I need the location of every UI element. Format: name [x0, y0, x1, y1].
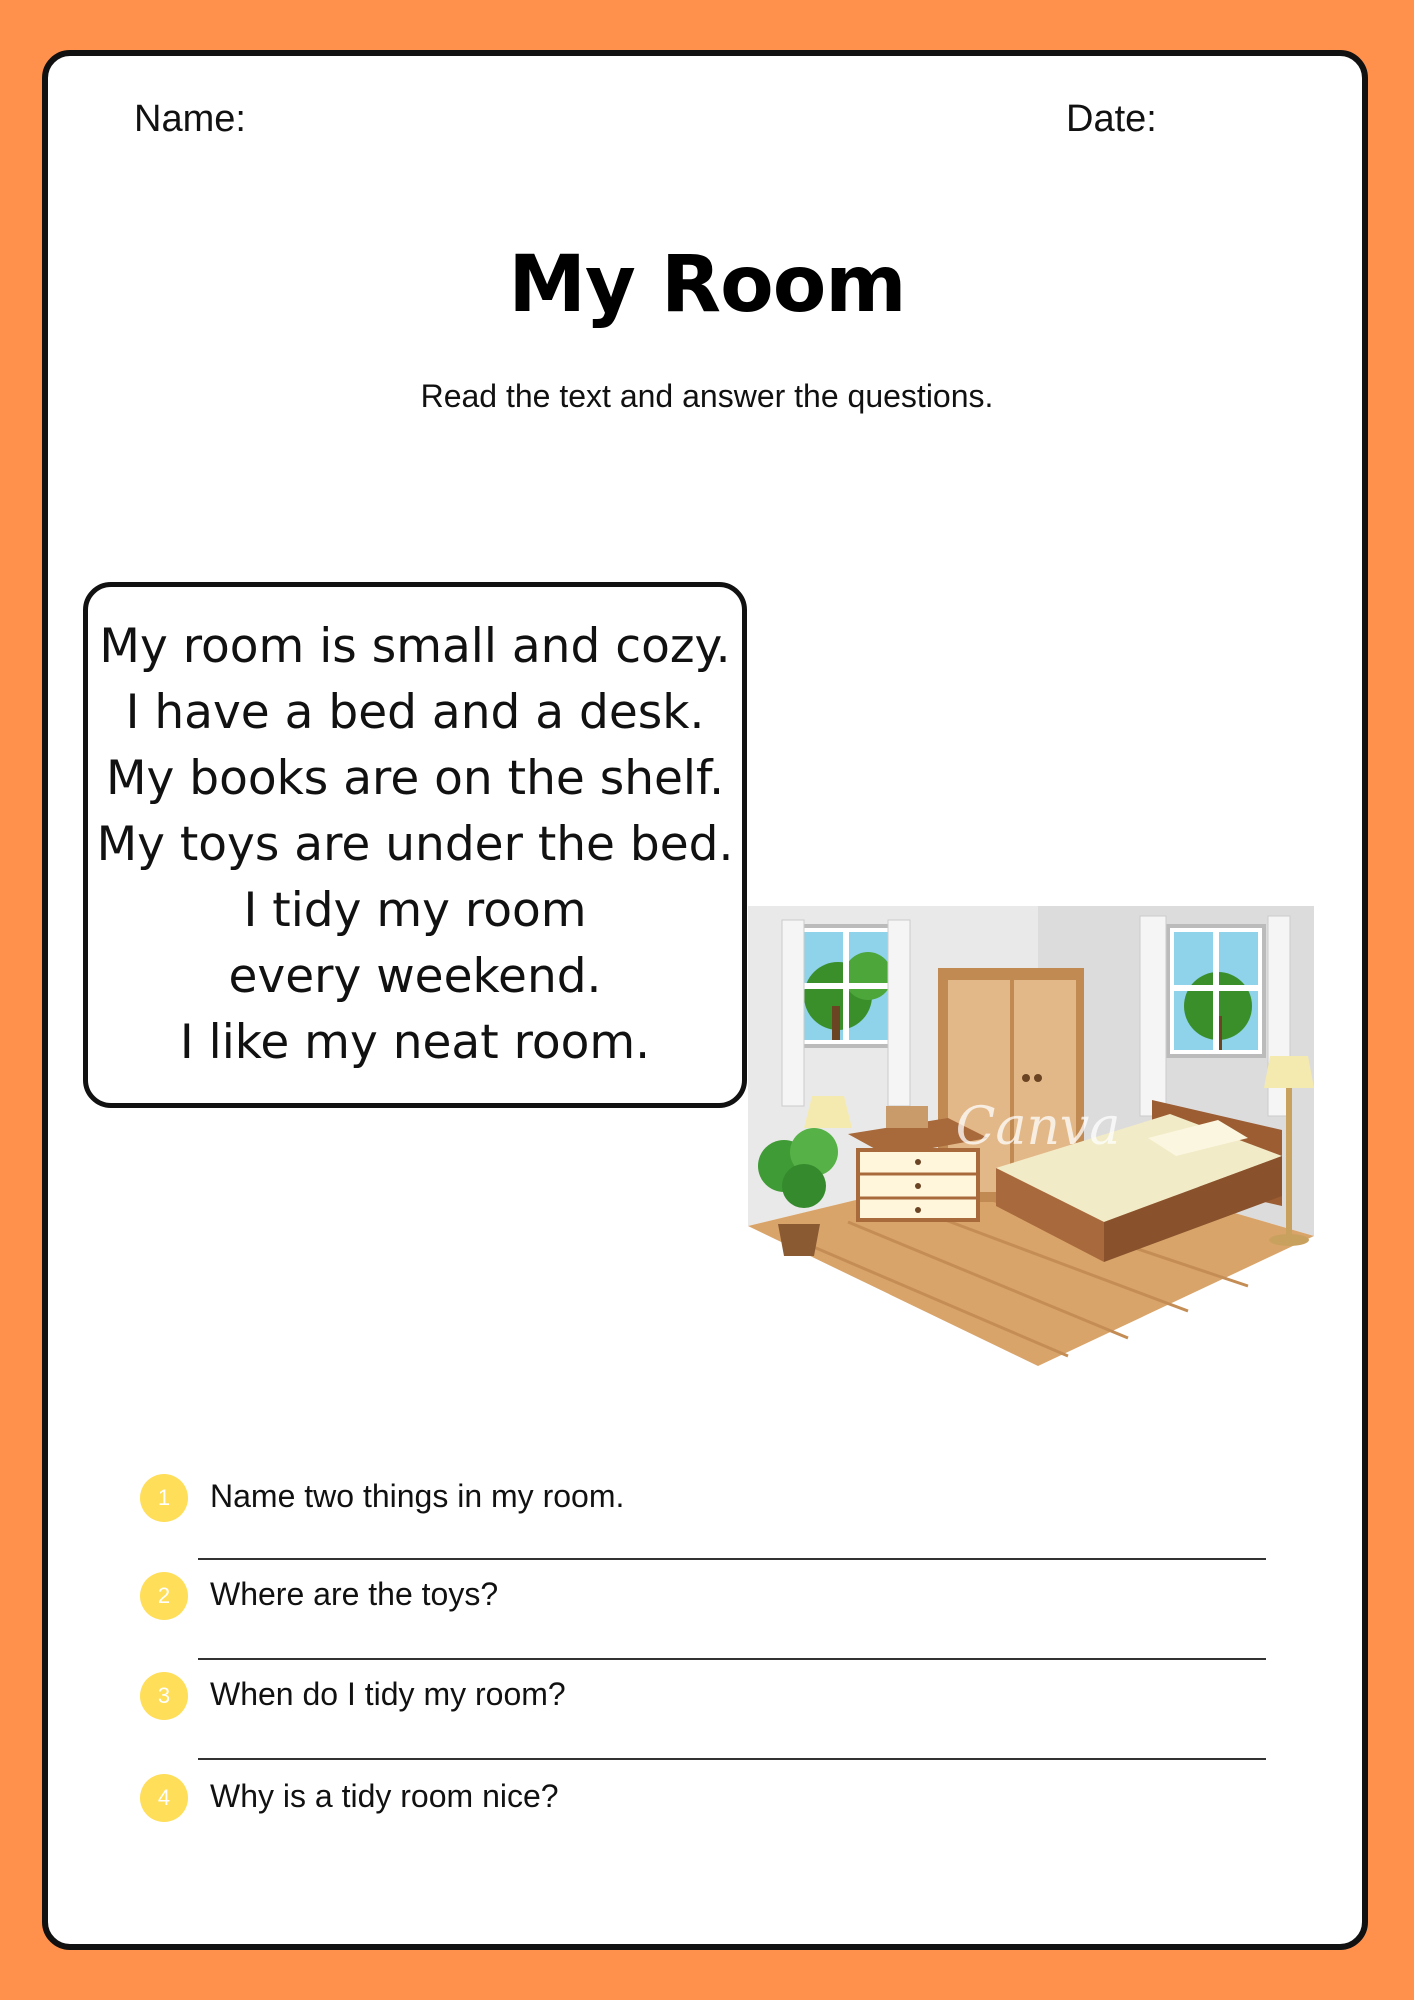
- passage-line: My room is small and cozy.: [99, 619, 731, 674]
- passage-line: I have a bed and a desk.: [125, 685, 705, 740]
- question-text: When do I tidy my room?: [210, 1676, 566, 1712]
- question-text: Name two things in my room.: [210, 1478, 625, 1514]
- date-label: Date:: [1066, 98, 1157, 140]
- passage-line: I like my neat room.: [179, 1015, 651, 1070]
- question-number-badge: 2: [140, 1572, 188, 1620]
- reading-passage-box: [83, 582, 747, 1108]
- passage-line: I tidy my room every weekend.: [228, 883, 602, 1004]
- watermark-text: Canva: [955, 1097, 1121, 1157]
- question-number-badge: 1: [140, 1474, 188, 1522]
- question-item: [140, 1770, 1270, 1830]
- answer-line[interactable]: [198, 1558, 1266, 1560]
- page-title: My Room: [508, 240, 906, 330]
- question-number-badge: 3: [140, 1672, 188, 1720]
- question-text: Where are the toys?: [210, 1576, 499, 1612]
- question-number-badge: 4: [140, 1774, 188, 1822]
- passage-line: My books are on the shelf.: [105, 751, 725, 806]
- name-label: Name:: [134, 98, 246, 140]
- answer-line[interactable]: [198, 1658, 1266, 1660]
- question-item: [140, 1568, 1270, 1628]
- answer-line[interactable]: [198, 1758, 1266, 1760]
- instructions-text: Read the text and answer the questions.: [420, 378, 994, 414]
- passage-line: My toys are under the bed.: [96, 817, 734, 872]
- question-item: [140, 1470, 1270, 1530]
- question-text: Why is a tidy room nice?: [210, 1778, 559, 1814]
- bedroom-illustration: [748, 906, 1314, 1366]
- question-item: [140, 1668, 1270, 1728]
